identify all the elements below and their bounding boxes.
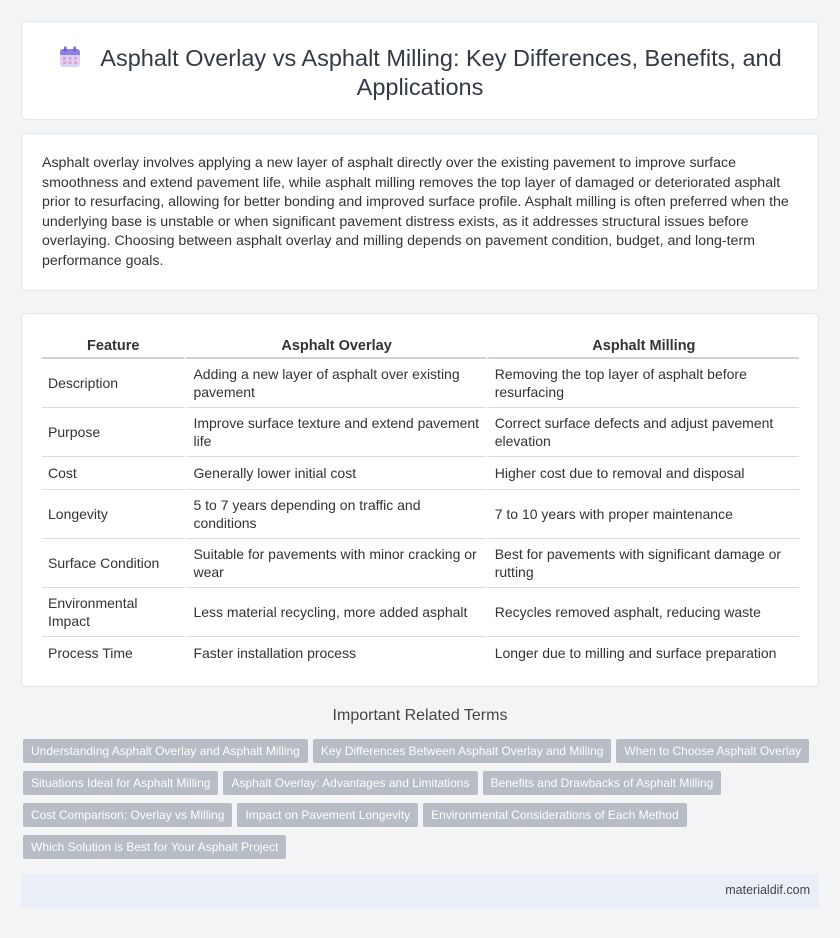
table-cell-feature: Longevity bbox=[42, 490, 184, 539]
related-term-tag[interactable]: Environmental Considerations of Each Method bbox=[423, 803, 686, 827]
table-row bbox=[42, 408, 799, 457]
table-row bbox=[42, 359, 799, 408]
footer-site-link[interactable]: materialdif.com bbox=[725, 883, 810, 897]
table-cell-milling: Best for pavements with significant damage or rutting bbox=[486, 539, 799, 588]
related-term-tag[interactable]: Situations Ideal for Asphalt Milling bbox=[23, 771, 218, 795]
comparison-table-card bbox=[21, 313, 819, 687]
table-row bbox=[42, 637, 799, 669]
table-cell-overlay: 5 to 7 years depending on traffic and conditions bbox=[184, 490, 485, 539]
table-cell-milling: Higher cost due to removal and disposal bbox=[486, 457, 799, 490]
table-cell-overlay: Generally lower initial cost bbox=[184, 457, 485, 490]
table-header-row bbox=[42, 335, 799, 359]
table-row bbox=[42, 539, 799, 588]
related-term-tag[interactable]: Benefits and Drawbacks of Asphalt Milling bbox=[483, 771, 722, 795]
table-cell-feature: Process Time bbox=[48, 645, 133, 661]
table-cell-feature: Environmental Impact bbox=[42, 588, 184, 637]
table-header-feature: Feature bbox=[42, 335, 184, 359]
table-cell-feature: Purpose bbox=[42, 408, 184, 457]
table-cell-milling: Longer due to milling and surface preparation bbox=[486, 637, 799, 669]
related-terms-tags bbox=[23, 739, 818, 867]
table-header-overlay: Asphalt Overlay bbox=[184, 335, 485, 359]
related-term-tag[interactable]: When to Choose Asphalt Overlay bbox=[616, 739, 809, 763]
intro-card bbox=[21, 133, 819, 291]
calendar-icon bbox=[58, 45, 82, 69]
table-cell-feature: Cost bbox=[42, 457, 184, 490]
table-cell-feature: Surface Condition bbox=[42, 539, 184, 588]
table-cell-overlay: Faster installation process bbox=[184, 637, 485, 669]
related-term-tag[interactable]: Key Differences Between Asphalt Overlay and Milling bbox=[313, 739, 612, 763]
footer bbox=[21, 874, 819, 908]
table-cell-feature: Description bbox=[42, 359, 184, 408]
related-term-tag[interactable]: Understanding Asphalt Overlay and Asphalt Milling bbox=[23, 739, 308, 763]
table-cell-milling: 7 to 10 years with proper maintenance bbox=[486, 490, 799, 539]
table-row bbox=[42, 490, 799, 539]
comparison-table bbox=[42, 335, 799, 669]
related-term-tag[interactable]: Cost Comparison: Overlay vs Milling bbox=[23, 803, 232, 827]
page-title: Asphalt Overlay vs Asphalt Milling: Key Differences, Benefits, and Applications bbox=[100, 45, 782, 100]
page-title-row bbox=[22, 44, 818, 102]
table-header-milling: Asphalt Milling bbox=[486, 335, 799, 359]
related-term-tag[interactable]: Which Solution is Best for Your Asphalt Project bbox=[23, 835, 286, 859]
table-cell-milling: Removing the top layer of asphalt before resurfacing bbox=[486, 359, 799, 408]
related-term-tag[interactable]: Impact on Pavement Longevity bbox=[237, 803, 418, 827]
table-cell-overlay: Adding a new layer of asphalt over existing pavement bbox=[184, 359, 485, 408]
intro-paragraph: Asphalt overlay involves applying a new layer of asphalt directly over the existing pavement to improve surface smoothness and extend pavement life, while asphalt milling removes the top layer of damaged or deteriorated asphalt prior to resurfacing, allowing for better bonding and improved surface profile. Asphalt milling is often preferred when the underlying base is unstable or when significant pavement distress exists, as it addresses structural issues before overlaying. Choosing between asphalt overlay and milling depends on pavement condition, budget, and long-term performance goals. bbox=[42, 155, 789, 269]
table-cell-overlay: Improve surface texture and extend pavement life bbox=[184, 408, 485, 457]
table-cell-milling: Recycles removed asphalt, reducing waste bbox=[486, 588, 799, 637]
table-row bbox=[42, 457, 799, 490]
header-card bbox=[21, 21, 819, 120]
related-term-tag[interactable]: Asphalt Overlay: Advantages and Limitations bbox=[223, 771, 477, 795]
table-cell-overlay: Less material recycling, more added asphalt bbox=[184, 588, 485, 637]
related-terms-heading: Important Related Terms bbox=[332, 707, 508, 724]
table-cell-overlay: Suitable for pavements with minor cracking or wear bbox=[184, 539, 485, 588]
table-cell-milling: Correct surface defects and adjust pavement elevation bbox=[486, 408, 799, 457]
table-row bbox=[42, 588, 799, 637]
